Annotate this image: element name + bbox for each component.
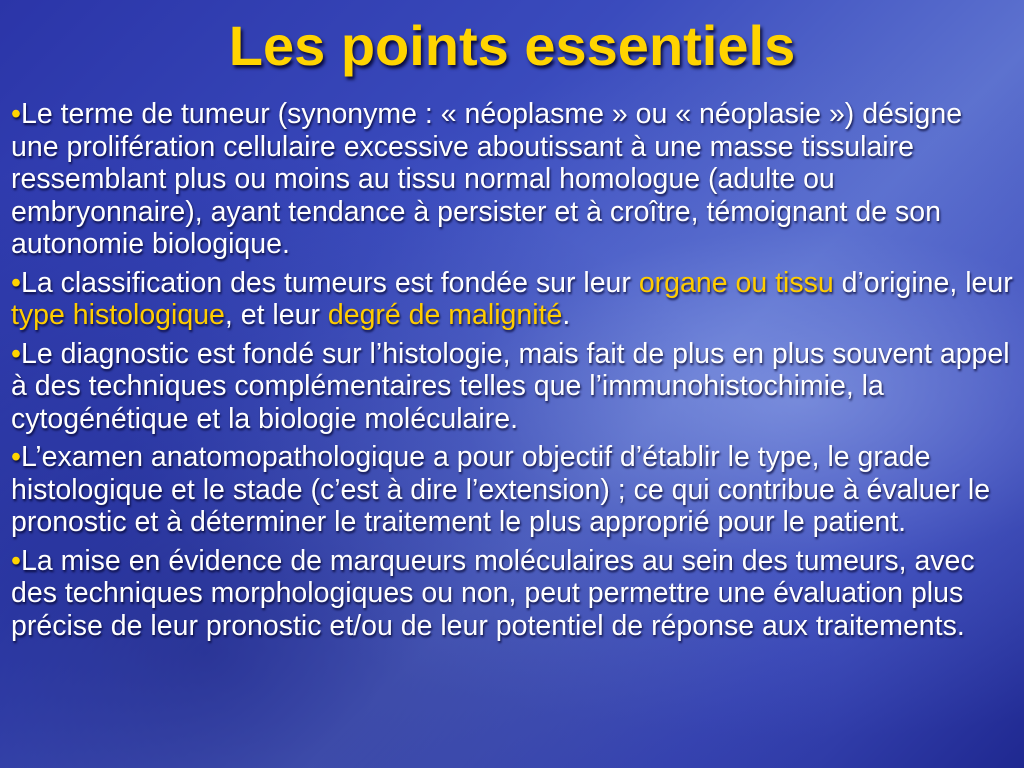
bullet-text: Le diagnostic est fondé sur l’histologie, mais fait de plus en plus souvent appel à des techniques complémentaires telles que l’immunohistochimie, la cytogénétique et la biologie moléculaire. bbox=[11, 337, 1010, 435]
bullet-text: . bbox=[562, 299, 571, 331]
bullet-dot-icon: • bbox=[11, 544, 21, 577]
bullet-text: La classification des tumeurs est fondée sur leur bbox=[20, 266, 639, 299]
bullet-item-5 bbox=[11, 545, 1013, 643]
bullet-text: La mise en évidence de marqueurs moléculaires au sein des tumeurs, avec des techniques morphologiques ou non, peut permettre une évaluation plus précise de leur pronostic et/ou de leur potentiel de réponse aux traitements. bbox=[11, 544, 975, 642]
highlight-malignancy-grade: degré de malignité bbox=[327, 299, 563, 331]
highlight-organ-tissue: organe ou tissu bbox=[638, 266, 834, 299]
bullet-item-1 bbox=[11, 98, 1013, 261]
bullet-list bbox=[11, 98, 1013, 648]
bullet-dot-icon: • bbox=[11, 441, 21, 473]
bullet-item-4 bbox=[11, 441, 1013, 539]
bullet-item-2 bbox=[11, 267, 1013, 332]
bullet-text: d’origine, leur bbox=[833, 266, 1013, 299]
bullet-text: L’examen anatomopathologique a pour objectif d’établir le type, le grade histologique et le stade (c’est à dire l’extension) ; ce qui contribue à évaluer le pronostic et à déterminer le traitement le plus approprié pour le patient. bbox=[11, 441, 991, 538]
bullet-dot-icon: • bbox=[11, 266, 21, 299]
bullet-text: Le terme de tumeur (synonyme : « néoplasme » ou « néoplasie ») désigne une prolifération cellulaire excessive aboutissant à une masse tissulaire ressemblant plus ou moins au tissu normal homologue (adulte ou embryonnaire), ayant tendance à persister et à croître, témoignant de son autonomie biologique. bbox=[11, 98, 963, 260]
bullet-text: , et leur bbox=[224, 299, 328, 331]
bullet-dot-icon: • bbox=[11, 98, 21, 130]
bullet-item-3 bbox=[11, 338, 1013, 436]
highlight-histologic-type: type histologique bbox=[11, 299, 225, 331]
bullet-dot-icon: • bbox=[11, 337, 21, 370]
slide-title: Les points essentiels bbox=[228, 14, 796, 77]
